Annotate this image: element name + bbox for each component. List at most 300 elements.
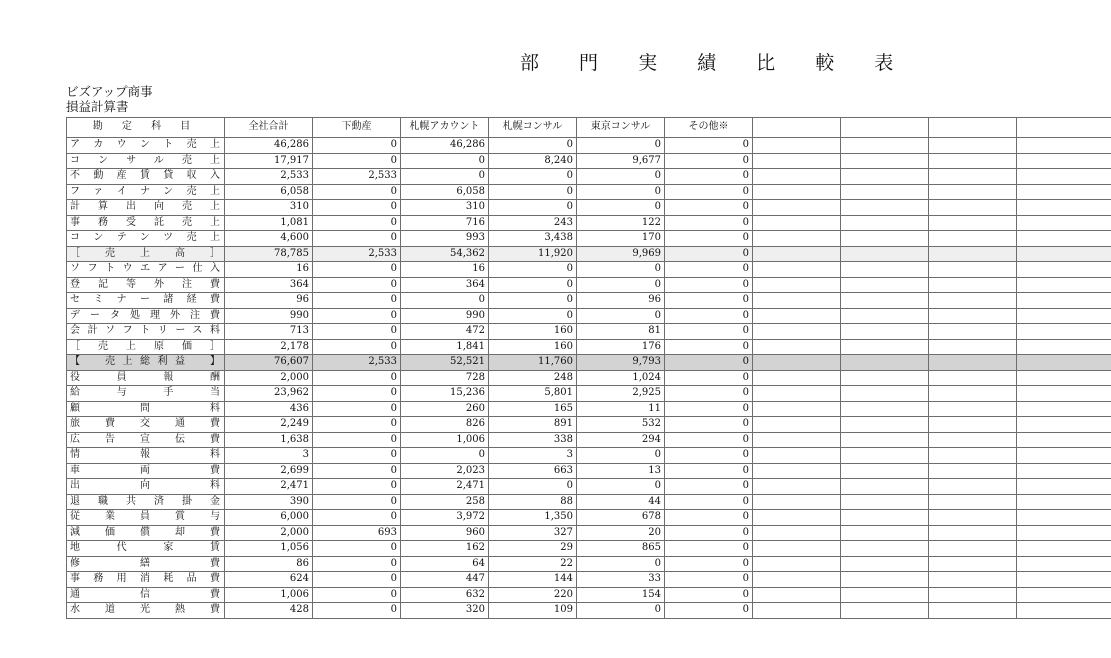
- value-cell: [841, 184, 929, 200]
- value-cell: 1,081: [225, 215, 313, 231]
- value-cell: 0: [665, 541, 753, 557]
- account-cell: ソフトウエアー仕入: [67, 262, 225, 278]
- value-cell: 0: [313, 308, 401, 324]
- value-cell: [841, 153, 929, 169]
- value-cell: 0: [577, 262, 665, 278]
- value-cell: 96: [225, 293, 313, 309]
- value-cell: [929, 417, 1017, 433]
- value-cell: 0: [313, 401, 401, 417]
- value-cell: 248: [489, 370, 577, 386]
- value-cell: 23,962: [225, 386, 313, 402]
- value-cell: 0: [665, 370, 753, 386]
- value-cell: 1,841: [401, 339, 489, 355]
- value-cell: [1017, 246, 1111, 262]
- value-cell: 6,000: [225, 510, 313, 526]
- account-cell: ［ 売 上 高 ］: [67, 246, 225, 262]
- value-cell: 0: [577, 308, 665, 324]
- value-cell: 0: [577, 138, 665, 154]
- value-cell: 170: [577, 231, 665, 247]
- account-cell: 給与手当: [67, 386, 225, 402]
- value-cell: 9,793: [577, 355, 665, 371]
- value-cell: 1,638: [225, 432, 313, 448]
- value-cell: [929, 184, 1017, 200]
- value-cell: 891: [489, 417, 577, 433]
- column-header: 全社合計: [225, 118, 313, 138]
- account-cell: 出向料: [67, 479, 225, 495]
- value-cell: [929, 339, 1017, 355]
- value-cell: 0: [665, 603, 753, 619]
- table-row: [67, 200, 1111, 216]
- account-cell: 従業員賞与: [67, 510, 225, 526]
- value-cell: 0: [665, 169, 753, 185]
- column-header: 札幌コンサル: [489, 118, 577, 138]
- value-cell: 0: [313, 386, 401, 402]
- value-cell: 0: [665, 231, 753, 247]
- value-cell: 6,058: [225, 184, 313, 200]
- value-cell: 258: [401, 494, 489, 510]
- value-cell: 96: [577, 293, 665, 309]
- value-cell: 220: [489, 587, 577, 603]
- value-cell: 0: [577, 448, 665, 464]
- value-cell: [841, 401, 929, 417]
- value-cell: 0: [313, 603, 401, 619]
- value-cell: 1,024: [577, 370, 665, 386]
- column-header: 札幌アカウント: [401, 118, 489, 138]
- value-cell: 472: [401, 324, 489, 340]
- table-row: [67, 587, 1111, 603]
- value-cell: [841, 510, 929, 526]
- value-cell: 15,236: [401, 386, 489, 402]
- account-cell: 【 売上総利益 】: [67, 355, 225, 371]
- value-cell: 310: [225, 200, 313, 216]
- value-cell: [753, 277, 841, 293]
- value-cell: 0: [665, 463, 753, 479]
- value-cell: 9,677: [577, 153, 665, 169]
- value-cell: [753, 417, 841, 433]
- value-cell: 64: [401, 556, 489, 572]
- value-cell: [841, 587, 929, 603]
- value-cell: 0: [401, 153, 489, 169]
- value-cell: 2,471: [225, 479, 313, 495]
- value-cell: [929, 246, 1017, 262]
- value-cell: [753, 541, 841, 557]
- account-cell: 地代家賃: [67, 541, 225, 557]
- value-cell: [753, 370, 841, 386]
- value-cell: 2,925: [577, 386, 665, 402]
- value-cell: [841, 355, 929, 371]
- value-cell: 2,178: [225, 339, 313, 355]
- value-cell: [753, 308, 841, 324]
- value-cell: [1017, 153, 1111, 169]
- value-cell: 0: [313, 572, 401, 588]
- value-cell: 693: [313, 525, 401, 541]
- account-cell: 旅費交通費: [67, 417, 225, 433]
- value-cell: 2,000: [225, 370, 313, 386]
- value-cell: 11,920: [489, 246, 577, 262]
- value-cell: [841, 525, 929, 541]
- account-cell: 減価償却費: [67, 525, 225, 541]
- value-cell: 0: [489, 184, 577, 200]
- value-cell: 22: [489, 556, 577, 572]
- value-cell: [753, 138, 841, 154]
- value-cell: [841, 556, 929, 572]
- table-row: [67, 386, 1111, 402]
- value-cell: 0: [665, 510, 753, 526]
- value-cell: 81: [577, 324, 665, 340]
- value-cell: 2,533: [313, 355, 401, 371]
- value-cell: [1017, 231, 1111, 247]
- value-cell: 0: [313, 262, 401, 278]
- value-cell: [1017, 293, 1111, 309]
- value-cell: [753, 510, 841, 526]
- value-cell: 122: [577, 215, 665, 231]
- company-name: ビズアップ商事: [66, 84, 153, 99]
- table-row: [67, 277, 1111, 293]
- value-cell: [1017, 138, 1111, 154]
- value-cell: [753, 463, 841, 479]
- value-cell: 436: [225, 401, 313, 417]
- value-cell: 390: [225, 494, 313, 510]
- value-cell: [1017, 541, 1111, 557]
- value-cell: 0: [665, 324, 753, 340]
- value-cell: 993: [401, 231, 489, 247]
- value-cell: 0: [313, 293, 401, 309]
- value-cell: 2,249: [225, 417, 313, 433]
- value-cell: 0: [313, 138, 401, 154]
- account-cell: 顧問料: [67, 401, 225, 417]
- value-cell: 0: [401, 448, 489, 464]
- value-cell: 0: [665, 417, 753, 433]
- value-cell: [929, 556, 1017, 572]
- table-row: [67, 541, 1111, 557]
- value-cell: 990: [401, 308, 489, 324]
- value-cell: 78,785: [225, 246, 313, 262]
- table-row: [67, 153, 1111, 169]
- value-cell: 364: [225, 277, 313, 293]
- value-cell: 678: [577, 510, 665, 526]
- value-cell: [753, 401, 841, 417]
- account-cell: 役員報酬: [67, 370, 225, 386]
- value-cell: [841, 339, 929, 355]
- value-cell: 260: [401, 401, 489, 417]
- value-cell: 0: [665, 277, 753, 293]
- value-cell: 0: [665, 494, 753, 510]
- value-cell: 1,056: [225, 541, 313, 557]
- value-cell: 0: [489, 277, 577, 293]
- value-cell: [753, 494, 841, 510]
- table-row: [67, 556, 1111, 572]
- value-cell: 3: [489, 448, 577, 464]
- account-cell: 情報料: [67, 448, 225, 464]
- value-cell: 0: [313, 541, 401, 557]
- account-cell: 退職共済掛金: [67, 494, 225, 510]
- value-cell: [929, 432, 1017, 448]
- value-cell: 0: [665, 339, 753, 355]
- value-cell: [929, 215, 1017, 231]
- value-cell: 1,006: [401, 432, 489, 448]
- account-cell: 水道光熱費: [67, 603, 225, 619]
- value-cell: [1017, 277, 1111, 293]
- value-cell: [841, 494, 929, 510]
- value-cell: 243: [489, 215, 577, 231]
- value-cell: [841, 463, 929, 479]
- value-cell: 0: [665, 525, 753, 541]
- value-cell: 0: [313, 231, 401, 247]
- value-cell: 0: [665, 572, 753, 588]
- value-cell: [1017, 587, 1111, 603]
- value-cell: [1017, 463, 1111, 479]
- value-cell: [753, 293, 841, 309]
- value-cell: [1017, 169, 1111, 185]
- value-cell: 990: [225, 308, 313, 324]
- value-cell: 54,362: [401, 246, 489, 262]
- value-cell: [841, 370, 929, 386]
- table-row: [67, 417, 1111, 433]
- table-row: [67, 479, 1111, 495]
- value-cell: [753, 556, 841, 572]
- value-cell: [841, 324, 929, 340]
- value-cell: [753, 169, 841, 185]
- value-cell: [929, 494, 1017, 510]
- value-cell: [753, 324, 841, 340]
- value-cell: 5,801: [489, 386, 577, 402]
- value-cell: 13: [577, 463, 665, 479]
- value-cell: 532: [577, 417, 665, 433]
- table-row: [67, 494, 1111, 510]
- value-cell: [929, 355, 1017, 371]
- value-cell: [841, 215, 929, 231]
- value-cell: [929, 169, 1017, 185]
- value-cell: 0: [577, 277, 665, 293]
- value-cell: 0: [489, 262, 577, 278]
- value-cell: 0: [577, 169, 665, 185]
- value-cell: [1017, 572, 1111, 588]
- account-cell: 不動産賃貸収入: [67, 169, 225, 185]
- value-cell: 632: [401, 587, 489, 603]
- value-cell: [929, 525, 1017, 541]
- value-cell: [841, 603, 929, 619]
- value-cell: 165: [489, 401, 577, 417]
- value-cell: 16: [401, 262, 489, 278]
- value-cell: 624: [225, 572, 313, 588]
- value-cell: 162: [401, 541, 489, 557]
- value-cell: 0: [665, 355, 753, 371]
- value-cell: 2,000: [225, 525, 313, 541]
- value-cell: 0: [313, 494, 401, 510]
- table-row: [67, 510, 1111, 526]
- value-cell: 0: [665, 308, 753, 324]
- value-cell: 3: [225, 448, 313, 464]
- value-cell: [929, 293, 1017, 309]
- value-cell: 0: [665, 262, 753, 278]
- value-cell: 46,286: [401, 138, 489, 154]
- value-cell: [1017, 215, 1111, 231]
- value-cell: [929, 308, 1017, 324]
- value-cell: 1,006: [225, 587, 313, 603]
- value-cell: [753, 479, 841, 495]
- value-cell: 0: [489, 138, 577, 154]
- value-cell: 0: [577, 603, 665, 619]
- table-row: [67, 401, 1111, 417]
- value-cell: 0: [313, 587, 401, 603]
- value-cell: 2,533: [225, 169, 313, 185]
- value-cell: [841, 479, 929, 495]
- value-cell: 865: [577, 541, 665, 557]
- value-cell: 428: [225, 603, 313, 619]
- value-cell: 0: [313, 215, 401, 231]
- report-name: 損益計算書: [66, 99, 129, 114]
- value-cell: [1017, 355, 1111, 371]
- value-cell: [929, 448, 1017, 464]
- value-cell: 2,699: [225, 463, 313, 479]
- value-cell: [841, 293, 929, 309]
- value-cell: 0: [489, 479, 577, 495]
- table-row: [67, 432, 1111, 448]
- account-cell: データ処理外注費: [67, 308, 225, 324]
- column-header: 下動産: [313, 118, 401, 138]
- value-cell: [1017, 339, 1111, 355]
- value-cell: [1017, 510, 1111, 526]
- value-cell: [841, 200, 929, 216]
- value-cell: 3,972: [401, 510, 489, 526]
- value-cell: [753, 215, 841, 231]
- value-cell: 0: [665, 448, 753, 464]
- value-cell: [753, 386, 841, 402]
- value-cell: [841, 262, 929, 278]
- account-cell: 広告宣伝費: [67, 432, 225, 448]
- value-cell: 0: [313, 432, 401, 448]
- value-cell: 160: [489, 339, 577, 355]
- account-cell: セミナー諸経費: [67, 293, 225, 309]
- value-cell: 88: [489, 494, 577, 510]
- value-cell: 0: [577, 556, 665, 572]
- value-cell: 44: [577, 494, 665, 510]
- value-cell: [929, 572, 1017, 588]
- value-cell: 0: [665, 184, 753, 200]
- table-row: [67, 293, 1111, 309]
- value-cell: 0: [665, 401, 753, 417]
- value-cell: 0: [313, 448, 401, 464]
- value-cell: 826: [401, 417, 489, 433]
- value-cell: 52,521: [401, 355, 489, 371]
- value-cell: 0: [665, 556, 753, 572]
- page-title: 部 門 実 績 比 較 表: [520, 52, 911, 74]
- column-header: [753, 118, 841, 138]
- value-cell: [929, 262, 1017, 278]
- value-cell: 0: [665, 200, 753, 216]
- table-row: [67, 463, 1111, 479]
- value-cell: 46,286: [225, 138, 313, 154]
- value-cell: 1,350: [489, 510, 577, 526]
- value-cell: 0: [665, 293, 753, 309]
- value-cell: 6,058: [401, 184, 489, 200]
- value-cell: [929, 386, 1017, 402]
- value-cell: [1017, 200, 1111, 216]
- account-cell: 事務用消耗品費: [67, 572, 225, 588]
- value-cell: 29: [489, 541, 577, 557]
- value-cell: [841, 417, 929, 433]
- value-cell: [753, 525, 841, 541]
- value-cell: 0: [489, 169, 577, 185]
- value-cell: 2,533: [313, 246, 401, 262]
- value-cell: 9,969: [577, 246, 665, 262]
- value-cell: 16: [225, 262, 313, 278]
- value-cell: 2,023: [401, 463, 489, 479]
- value-cell: 8,240: [489, 153, 577, 169]
- value-cell: [1017, 432, 1111, 448]
- value-cell: [929, 541, 1017, 557]
- value-cell: 76,607: [225, 355, 313, 371]
- value-cell: [1017, 603, 1111, 619]
- table-row: [67, 184, 1111, 200]
- table-row: [67, 355, 1111, 371]
- value-cell: [841, 386, 929, 402]
- value-cell: 0: [313, 324, 401, 340]
- value-cell: [753, 572, 841, 588]
- value-cell: [841, 541, 929, 557]
- table-row: [67, 169, 1111, 185]
- value-cell: [753, 153, 841, 169]
- value-cell: 33: [577, 572, 665, 588]
- value-cell: [929, 587, 1017, 603]
- value-cell: 0: [489, 308, 577, 324]
- value-cell: [1017, 184, 1111, 200]
- value-cell: 0: [401, 293, 489, 309]
- value-cell: [1017, 308, 1111, 324]
- value-cell: [753, 448, 841, 464]
- value-cell: 144: [489, 572, 577, 588]
- value-cell: 0: [665, 587, 753, 603]
- account-cell: 会計ソフトリース料: [67, 324, 225, 340]
- value-cell: [841, 277, 929, 293]
- value-cell: 0: [665, 153, 753, 169]
- value-cell: [753, 355, 841, 371]
- value-cell: [929, 479, 1017, 495]
- value-cell: 0: [577, 200, 665, 216]
- value-cell: 0: [313, 339, 401, 355]
- value-cell: 716: [401, 215, 489, 231]
- value-cell: [753, 262, 841, 278]
- value-cell: [1017, 448, 1111, 464]
- value-cell: [1017, 401, 1111, 417]
- table-header-row: [67, 118, 1111, 138]
- column-header: [1017, 118, 1111, 138]
- column-header-account: 勘 定 科 目: [67, 118, 225, 138]
- value-cell: 0: [577, 184, 665, 200]
- account-cell: 修繕費: [67, 556, 225, 572]
- account-cell: 通信費: [67, 587, 225, 603]
- value-cell: 11,760: [489, 355, 577, 371]
- table-row: [67, 572, 1111, 588]
- account-cell: 計算出向売上: [67, 200, 225, 216]
- column-header: 東京コンサル: [577, 118, 665, 138]
- value-cell: [929, 510, 1017, 526]
- account-cell: 事務受託売上: [67, 215, 225, 231]
- column-header: [841, 118, 929, 138]
- value-cell: [929, 463, 1017, 479]
- table-row: [67, 448, 1111, 464]
- account-cell: コンサル売上: [67, 153, 225, 169]
- value-cell: [753, 200, 841, 216]
- value-cell: [753, 603, 841, 619]
- comparison-table: [66, 117, 1111, 619]
- account-cell: ［ 売 上 原 価 ］: [67, 339, 225, 355]
- value-cell: 160: [489, 324, 577, 340]
- value-cell: 109: [489, 603, 577, 619]
- value-cell: 0: [665, 479, 753, 495]
- value-cell: 320: [401, 603, 489, 619]
- value-cell: 364: [401, 277, 489, 293]
